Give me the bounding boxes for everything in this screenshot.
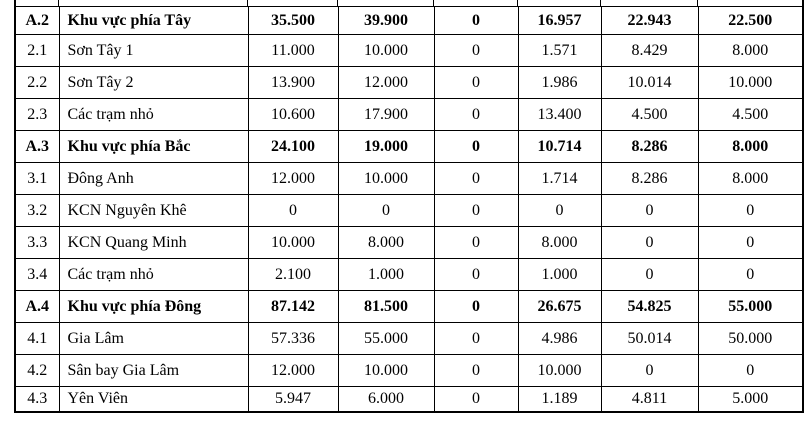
row-value-cell: 0 [698,195,803,227]
row-value-cell: 0 [698,227,803,259]
row-value-cell: 8.429 [601,35,698,67]
row-name-cell: Các trạm nhỏ [59,259,248,291]
cropped-row-border-stub [600,0,601,6]
row-code-cell: 3.2 [15,195,59,227]
cropped-row-border-stub [247,0,248,6]
row-value-cell: 4.986 [518,323,601,355]
row-value-cell: 0 [601,227,698,259]
row-value-cell: 5.947 [248,387,338,412]
row-value-cell: 1.714 [518,163,601,195]
row-value-cell: 8.286 [601,163,698,195]
row-value-cell: 87.142 [248,291,338,323]
row-value-cell: 0 [434,227,518,259]
row-value-cell: 1.000 [518,259,601,291]
row-value-cell: 54.825 [601,291,698,323]
table-row [15,35,803,67]
table-row [15,259,803,291]
table-row [15,291,803,323]
row-value-cell: 0 [601,259,698,291]
row-name-cell: Sơn Tây 1 [59,35,248,67]
row-value-cell: 0 [434,323,518,355]
table-wrap [14,6,804,413]
row-value-cell: 0 [518,195,601,227]
row-value-cell: 10.600 [248,99,338,131]
row-name-cell: Sơn Tây 2 [59,67,248,99]
row-value-cell: 4.500 [698,99,803,131]
row-value-cell: 10.000 [248,227,338,259]
row-name-cell: Khu vực phía Tây [59,7,248,35]
table-row [15,227,803,259]
row-value-cell: 0 [601,195,698,227]
row-value-cell: 0 [434,99,518,131]
row-value-cell: 0 [434,291,518,323]
row-value-cell: 55.000 [338,323,434,355]
row-value-cell: 0 [434,163,518,195]
cropped-row-border-stub [433,0,434,6]
row-code-cell: 2.3 [15,99,59,131]
row-value-cell: 16.957 [518,7,601,35]
row-value-cell: 50.000 [698,323,803,355]
row-value-cell: 0 [698,355,803,387]
row-value-cell: 13.900 [248,67,338,99]
table-row [15,387,803,412]
table-row [15,195,803,227]
row-value-cell: 0 [434,7,518,35]
table-row [15,99,803,131]
row-code-cell: 3.4 [15,259,59,291]
row-name-cell: Đông Anh [59,163,248,195]
row-value-cell: 13.400 [518,99,601,131]
cropped-row-border-stub [14,0,16,6]
row-code-cell: A.3 [15,131,59,163]
cropped-row-border-stub [58,0,59,6]
row-value-cell: 35.500 [248,7,338,35]
row-code-cell: A.4 [15,291,59,323]
row-value-cell: 8.000 [698,131,803,163]
row-value-cell: 17.900 [338,99,434,131]
table-row [15,7,803,35]
row-code-cell: 3.1 [15,163,59,195]
cropped-row-border-stub [517,0,518,6]
row-name-cell: Gia Lâm [59,323,248,355]
data-table [14,6,804,413]
row-code-cell: A.2 [15,7,59,35]
row-value-cell: 8.000 [698,163,803,195]
cropped-row-border-stub [337,0,338,6]
row-name-cell: KCN Quang Minh [59,227,248,259]
row-value-cell: 10.714 [518,131,601,163]
row-value-cell: 12.000 [248,355,338,387]
row-value-cell: 1.986 [518,67,601,99]
row-value-cell: 24.100 [248,131,338,163]
row-code-cell: 2.2 [15,67,59,99]
row-value-cell: 0 [338,195,434,227]
row-value-cell: 8.000 [518,227,601,259]
row-value-cell: 11.000 [248,35,338,67]
row-name-cell: Khu vực phía Đông [59,291,248,323]
row-value-cell: 5.000 [698,387,803,412]
row-name-cell: Khu vực phía Bắc [59,131,248,163]
row-value-cell: 10.000 [338,163,434,195]
row-value-cell: 10.000 [518,355,601,387]
cropped-row-border-stub [697,0,698,6]
row-value-cell: 4.811 [601,387,698,412]
table-row [15,131,803,163]
row-name-cell: Các trạm nhỏ [59,99,248,131]
table-row [15,323,803,355]
row-value-cell: 12.000 [248,163,338,195]
row-value-cell: 22.943 [601,7,698,35]
row-value-cell: 1.189 [518,387,601,412]
row-value-cell: 22.500 [698,7,803,35]
row-value-cell: 10.000 [698,67,803,99]
row-value-cell: 4.500 [601,99,698,131]
row-value-cell: 19.000 [338,131,434,163]
row-value-cell: 50.014 [601,323,698,355]
row-code-cell: 3.3 [15,227,59,259]
row-value-cell: 57.336 [248,323,338,355]
table-row [15,67,803,99]
row-code-cell: 4.2 [15,355,59,387]
row-value-cell: 2.100 [248,259,338,291]
row-value-cell: 10.014 [601,67,698,99]
row-value-cell: 0 [434,259,518,291]
row-code-cell: 4.3 [15,387,59,412]
row-value-cell: 0 [434,195,518,227]
row-value-cell: 26.675 [518,291,601,323]
row-value-cell: 55.000 [698,291,803,323]
row-value-cell: 0 [698,259,803,291]
row-value-cell: 0 [434,67,518,99]
row-value-cell: 8.286 [601,131,698,163]
row-value-cell: 0 [601,355,698,387]
row-value-cell: 8.000 [338,227,434,259]
row-value-cell: 1.000 [338,259,434,291]
row-value-cell: 81.500 [338,291,434,323]
row-value-cell: 39.900 [338,7,434,35]
row-value-cell: 12.000 [338,67,434,99]
row-value-cell: 10.000 [338,355,434,387]
table-row [15,355,803,387]
row-value-cell: 6.000 [338,387,434,412]
row-name-cell: Sân bay Gia Lâm [59,355,248,387]
row-value-cell: 1.571 [518,35,601,67]
table-row [15,163,803,195]
row-value-cell: 0 [434,387,518,412]
row-value-cell: 0 [434,131,518,163]
row-code-cell: 4.1 [15,323,59,355]
cropped-row-border-stub [802,0,804,6]
row-code-cell: 2.1 [15,35,59,67]
row-name-cell: Yên Viên [59,387,248,412]
row-value-cell: 10.000 [338,35,434,67]
row-value-cell: 8.000 [698,35,803,67]
row-name-cell: KCN Nguyên Khê [59,195,248,227]
row-value-cell: 0 [434,35,518,67]
row-value-cell: 0 [248,195,338,227]
row-value-cell: 0 [434,355,518,387]
